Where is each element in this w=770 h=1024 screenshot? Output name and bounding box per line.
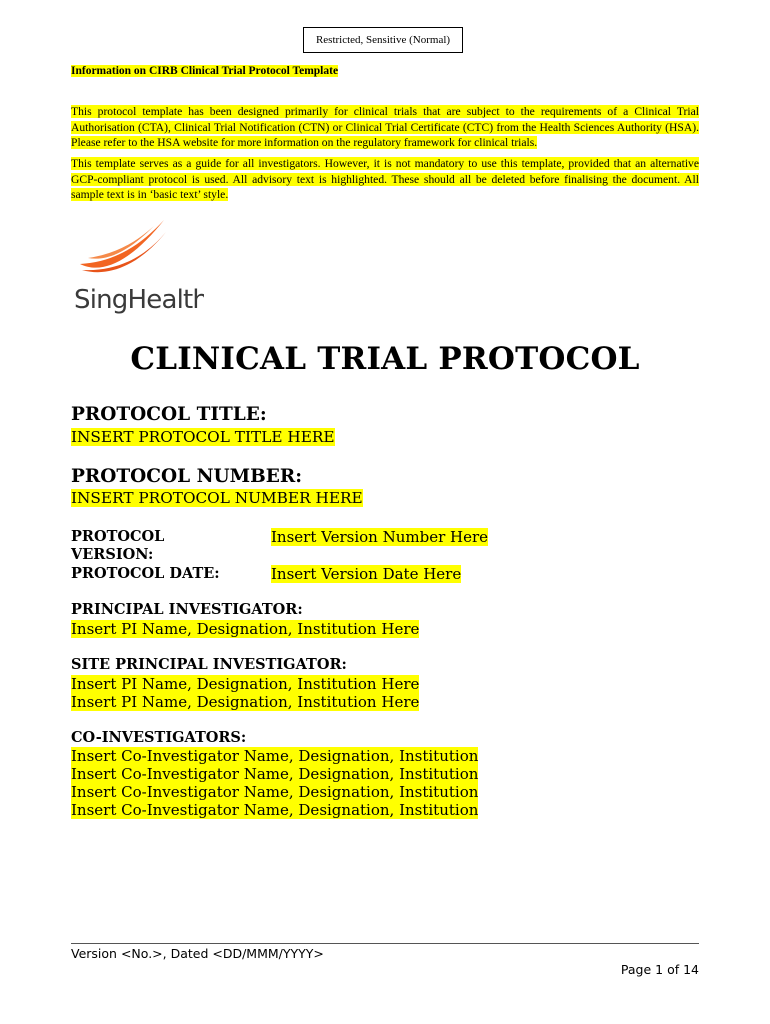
protocol-date-label: PROTOCOL DATE:	[71, 565, 220, 582]
protocol-title-value	[71, 428, 335, 446]
singhealth-swoosh-icon	[74, 218, 204, 318]
co-investigator-value-1	[71, 747, 478, 765]
protocol-number-label: PROTOCOL NUMBER:	[71, 466, 303, 487]
site-principal-investigator-label: SITE PRINCIPAL INVESTIGATOR:	[71, 656, 347, 673]
protocol-version-value	[271, 528, 488, 546]
principal-investigator-value-text: Insert PI Name, Designation, Institution Here	[71, 620, 420, 638]
protocol-version-value-text: Insert Version Number Here	[271, 528, 489, 546]
principal-investigator-value	[71, 620, 419, 638]
co-investigator-value-4	[71, 801, 478, 819]
advisory-paragraph-1	[71, 104, 699, 151]
footer-page-number: Page 1 of 14	[620, 962, 699, 977]
site-pi-value-2-text: Insert PI Name, Designation, Institution Here	[71, 693, 420, 711]
advisory-paragraph-2	[71, 156, 699, 203]
protocol-number-value-text: INSERT PROTOCOL NUMBER HERE	[71, 489, 363, 507]
info-heading-text: Information on CIRB Clinical Trial Protocol Template	[71, 65, 339, 77]
co-investigator-value-1-text: Insert Co-Investigator Name, Designation, Institution	[71, 747, 479, 765]
document-title: CLINICAL TRIAL PROTOCOL	[130, 341, 640, 377]
info-heading	[71, 64, 338, 79]
protocol-version-label-line-1: PROTOCOL	[71, 528, 165, 545]
co-investigator-value-2-text: Insert Co-Investigator Name, Designation, Institution	[71, 765, 479, 783]
footer-version-text: Version <No.>, Dated <DD/MMM/YYYY>	[71, 946, 324, 961]
co-investigator-value-3	[71, 783, 478, 801]
co-investigator-value-2	[71, 765, 478, 783]
co-investigator-value-4-text: Insert Co-Investigator Name, Designation, Institution	[71, 801, 479, 819]
singhealth-logo	[74, 218, 204, 318]
protocol-number-value	[71, 489, 363, 507]
principal-investigator-label: PRINCIPAL INVESTIGATOR:	[71, 601, 303, 618]
classification-label: Restricted, Sensitive (Normal)	[303, 27, 463, 53]
footer-divider	[71, 943, 699, 944]
site-pi-value-1-text: Insert PI Name, Designation, Institution Here	[71, 675, 420, 693]
co-investigator-value-3-text: Insert Co-Investigator Name, Designation, Institution	[71, 783, 479, 801]
advisory-paragraph-2-text: This template serves as a guide for all investigators. However, it is not mandatory to use this template, provided that an alternative GCP-compliant protocol is used. All advisory text is highlighted. These should all be deleted before finalising the document. All sample text is in ‘basic text’ style.	[71, 157, 699, 201]
protocol-date-value	[271, 565, 461, 583]
site-principal-investigator-value-2	[71, 693, 419, 711]
logo-wordmark: SingHealth	[74, 285, 204, 315]
protocol-title-value-text: INSERT PROTOCOL TITLE HERE	[71, 428, 335, 446]
protocol-date-value-text: Insert Version Date Here	[271, 565, 462, 583]
protocol-version-label-line-2: VERSION:	[71, 546, 154, 563]
co-investigators-label: CO-INVESTIGATORS:	[71, 729, 247, 746]
site-principal-investigator-value-1	[71, 675, 419, 693]
advisory-paragraph-1-text: This protocol template has been designed primarily for clinical trials that are subject to the requirements of a Clinical Trial Authorisation (CTA), Clinical Trial Notification (CTN) or Clinical Trial Certificate (CTC) from the Health Sciences Authority (HSA). Please refer to the HSA website for more information on the regulatory framework for clinical trials.	[71, 105, 699, 149]
protocol-title-label: PROTOCOL TITLE:	[71, 404, 267, 425]
